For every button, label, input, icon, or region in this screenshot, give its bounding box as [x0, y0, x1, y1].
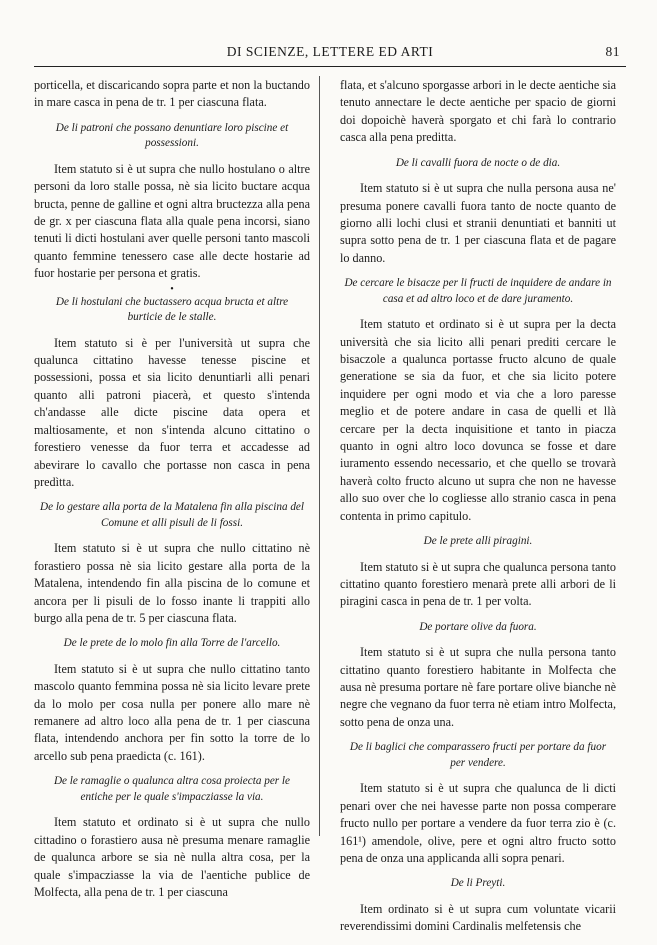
column-divider	[319, 76, 320, 836]
running-header	[34, 42, 626, 62]
section-heading: De li baglici che comparassero fructi per portare da fuor per vendere.	[349, 741, 607, 769]
paragraph: Item statuto si è ut supra che nullo hostulano o altre personi da loro stalle possa, nè sia licito buctare acqua bructa, penne de galline et ogni altra bructezza alla pena de gr. x per ciascuna flata alla quale pena incorsi, siano tenuti li dicti hostulani aver quelle personi tanto mascoli quanto femmine tenessero case alle decte hostarie ad fuor hostarie per persona et gratis.	[34, 161, 310, 281]
running-title: DI SCIENZE, LETTERE ED ARTI	[226, 44, 434, 59]
right-column	[340, 77, 616, 945]
paragraph: flata, et s'alcuno sporgasse arbori in le decte aentiche sia tenuto annectare le decte aentiche per spacio de giorni doi dopoichè haverà sporgato et chi farà lo contrario casca alla pena preditta.	[340, 78, 616, 145]
section-heading: De le ramaglie o qualunca altra cosa proiecta per le entiche per le quale s'impacziasse la via.	[53, 775, 291, 803]
section-heading: De portare olive da fuora.	[419, 620, 537, 633]
paragraph: Item statuto si è ut supra che nullo cittatino tanto mascolo quanto femmina possa nè sia licito levare prete da lo molo per cosa nulla per ponere allo mare nè remanere ad altro loco alla pena de tr. 1 per ciascuna flata, intendendo anchora per fin sotto la torre de lo arcello sub pena praedicta (c. 161).	[34, 661, 310, 763]
header-rule	[34, 66, 626, 67]
paragraph: Item statuto si è ut supra che nullo cittatino nè forastiero possa nè sia licito gestare alla porta de la Matalena, intendendo fin alla piscina de lo comune et ancora per li pisuli de lo fosso inante li trappiti allo burgo alla pena de tr. 5 per ciascuna flata.	[34, 541, 310, 625]
stray-mark: •	[170, 283, 174, 295]
section-heading: De li cavalli fuora de nocte o de dia.	[395, 156, 561, 169]
paragraph: Item ordinato si è ut supra cum voluntate vicarii reverendissimi domini Cardinalis melfetensis che	[340, 901, 616, 934]
section-heading: De le prete alli piragini.	[423, 535, 533, 548]
section-heading: De cercare le bisacze per li fructi de inquidere de andare in casa et ad altro loco et de dare juramento.	[344, 277, 612, 305]
paragraph: Item statuto si è ut supra che nulla persona ausa ne' presuma ponere cavalli fuora tanto de nocte quanto de giorno alli lochi clusi et stranii denuntiati et banniti ut supra sotto pena de tr. 1 per ciascuna flata et de pagare lo danno.	[340, 181, 616, 265]
left-column	[34, 77, 310, 910]
paragraph: Item statuto si è per l'università ut supra che qualunca cittatino havesse tenesse piscine et possessioni, possa et sia licito denuntiarli alli penari quanto alli patroni piacerà, et questo s'intenda ch'andasse alle dicte piscine data opera et maltiosamente, et non s'intenda alcuno cittatino o forestiero venesse da fuor terra et accadesse ad abevirare lo cavallo che portasse non casca in pena predìtta.	[34, 335, 310, 489]
page-number: 81	[605, 44, 620, 59]
paragraph: Item statuto si è ut supra che qualunca de li dicti penari over che nei havesse parte non possa comperare fructo nullo per portare a vendere da fuor terra zio è (c. 161¹) amendole, olive, pere et ogni altro fructo sotto pena de onza una applicanda alli sopra penari.	[340, 781, 616, 865]
paragraph: Item statuto si è ut supra che qualunca persona tanto cittatino quanto forestiero menarà prete alli arbori de li piragini casca in pena de tr. 1 per volta.	[340, 559, 616, 609]
section-heading: De li Preyti.	[450, 877, 506, 890]
section-heading: De lo gestare alla porta de la Matalena fin alla piscina del Comune et alli pisuli de li fossi.	[39, 501, 304, 529]
section-heading: De le prete de lo molo fin alla Torre de l'arcello.	[63, 637, 281, 650]
paragraph: porticella, et discaricando sopra parte et non la buctando in mare casca in pena de tr. 1 per ciascuna flata.	[34, 78, 310, 110]
paragraph: Item statuto et ordinato si è ut supra che nullo cittadino o forastiero ausa nè presuma menare ramaglie de qualunca arbore se sia nè nulla altra cosa, per la quale s'impacziasse la via de l'aentiche publice de Molfecta, alla pena de tr. 1 per ciascuna	[34, 815, 310, 899]
section-heading: De li hostulani che buctassero acqua bructa et altre burticie de le stalle.	[55, 295, 289, 324]
paragraph: Item statuto et ordinato si è ut supra per la decta università che sia licito alli penari prediti cercare le bisaczole a qualunca portasse fructo alcuno de quale generatione se sia da fuor, et che sia licito potere inquidere per ogni modo et via che a loro paresse meglio et de potere andare in casa de quelli et llà cercare per la decta inquisitione et tanto in piacza quanto in ogni altro loco dovunca se fosse et dare iuramento essendo necessario, et che quello se trovarà haverà colto fructo alcuno ut supra che non ne havesse allo suo over che lo cogliesse allo stranio casca in pena contenta in primo capitulo.	[340, 317, 616, 523]
paragraph: Item statuto si è ut supra che nulla persona tanto cittatino quanto forestiero habitante in Molfecta che ausa nè presuma portare nè fare portare olive bianche nè negre che vegnano da fuor terra nè etiam intro Molfecta, sotto pena de onza una.	[340, 645, 616, 729]
section-heading: De li patroni che possano denuntiare loro piscine et possessioni.	[55, 121, 289, 150]
